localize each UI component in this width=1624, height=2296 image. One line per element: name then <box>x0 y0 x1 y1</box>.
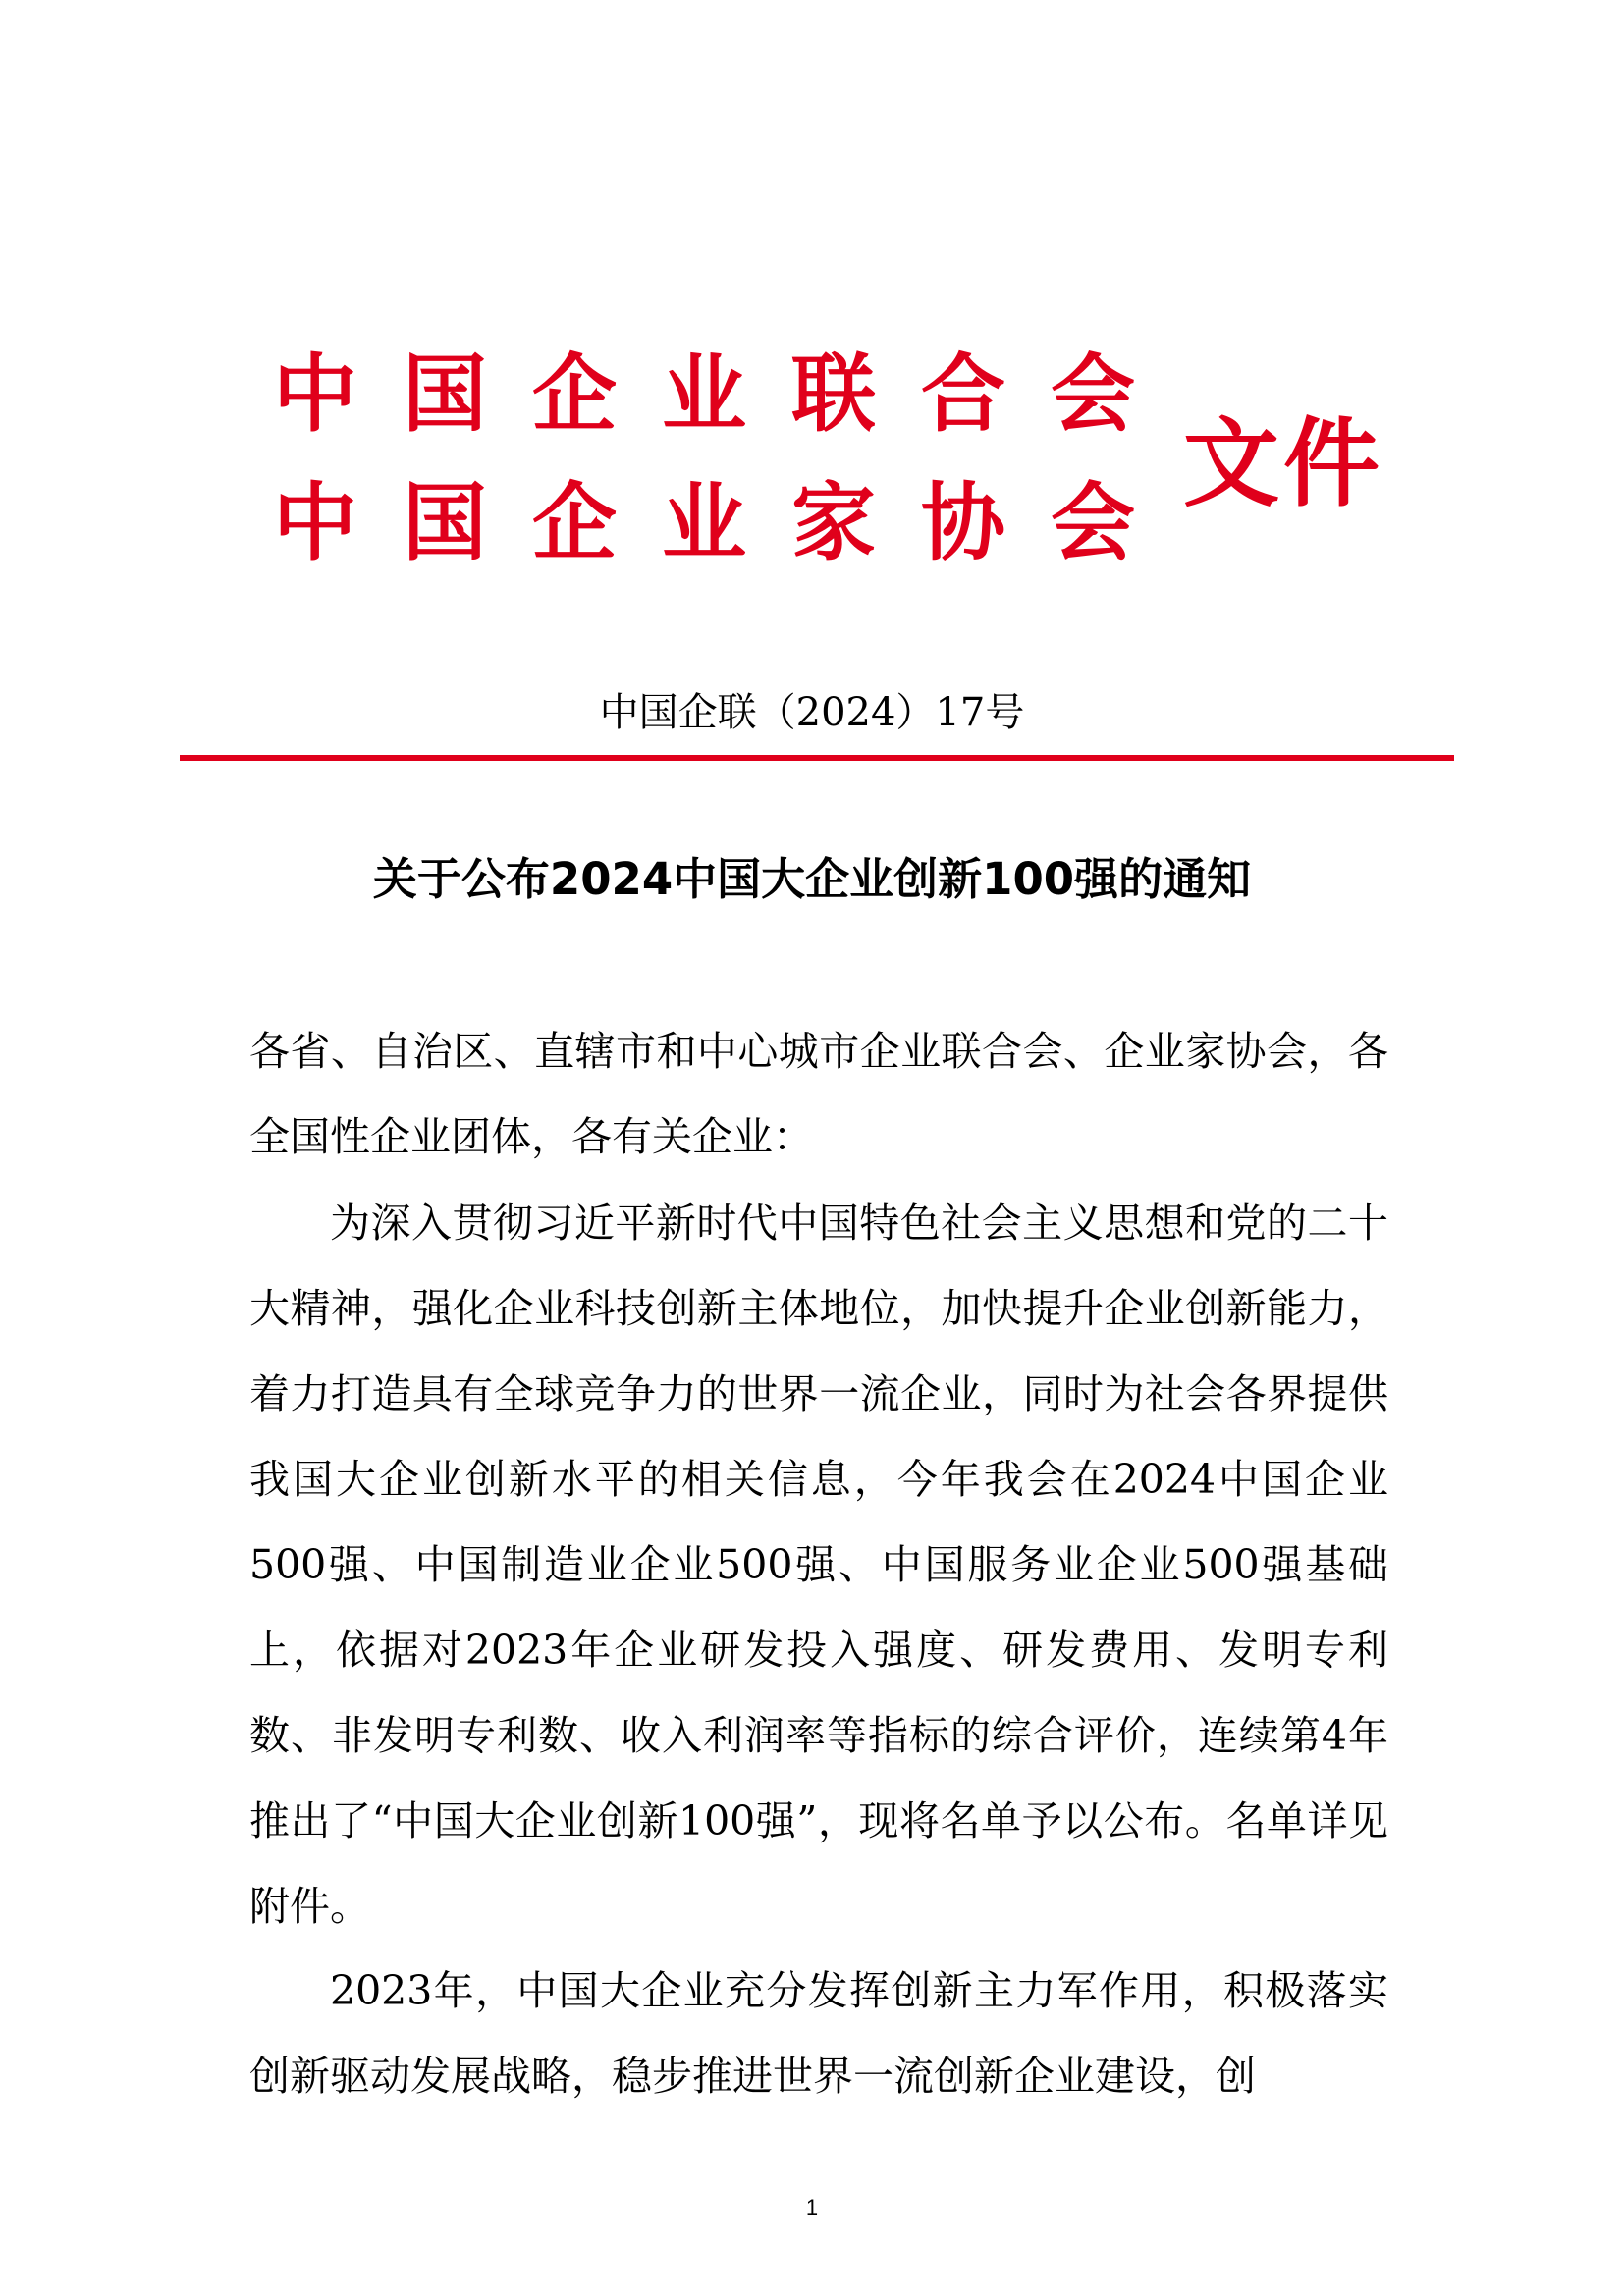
header-char: 企 <box>532 346 617 444</box>
header-char: 中 <box>273 474 357 572</box>
header-char: 会 <box>1051 474 1135 572</box>
body-paragraph: 为深入贯彻习近平新时代中国特色社会主义思想和党的二十大精神，强化企业科技创新主体地位，加快提升企业创新能力，着力打造具有全球竞争力的世界一流企业，同时为社会各界提供我国大企业创新水平的相关信息，今年我会在2024中国企业500强、中国制造业企业500强、中国服务业企业500强基础上，依据对2023年企业研发投入强度、研发费用、发明专利数、非发明专利数、收入利润率等指标的综合评价，连续第4年推出了“中国大企业创新100强”，现将名单予以公布。名单详见附件。 <box>249 1200 1388 1930</box>
header-char: 会 <box>1051 346 1135 444</box>
header-doc-type: 文件 <box>1183 408 1384 520</box>
page-number: 1 <box>805 2195 819 2219</box>
header-char: 企 <box>532 474 617 572</box>
header-org-line-2 <box>273 474 1180 572</box>
red-divider <box>180 755 1454 761</box>
document-title: 关于公布2024中国大企业创新100强的通知 <box>372 853 1252 905</box>
body-paragraph: 2023年，中国大企业充分发挥创新主力军作用，积极落实创新驱动发展战略，稳步推进世界一流创新企业建设，创 <box>249 1967 1388 2100</box>
header-org-line-1 <box>273 346 1180 444</box>
header-char: 联 <box>791 346 876 444</box>
document-number: 中国企联（2024）17号 <box>599 690 1025 735</box>
header-char: 协 <box>921 474 1005 572</box>
header-char: 国 <box>403 474 487 572</box>
header-char: 业 <box>662 474 746 572</box>
header-char: 家 <box>791 474 876 572</box>
header-char: 中 <box>273 346 357 444</box>
header-char: 国 <box>403 346 487 444</box>
header-char: 合 <box>921 346 1005 444</box>
header-char: 业 <box>662 346 746 444</box>
addressee-paragraph: 各省、自治区、直辖市和中心城市企业联合会、企业家协会，各全国性企业团体，各有关企业： <box>249 1028 1388 1160</box>
